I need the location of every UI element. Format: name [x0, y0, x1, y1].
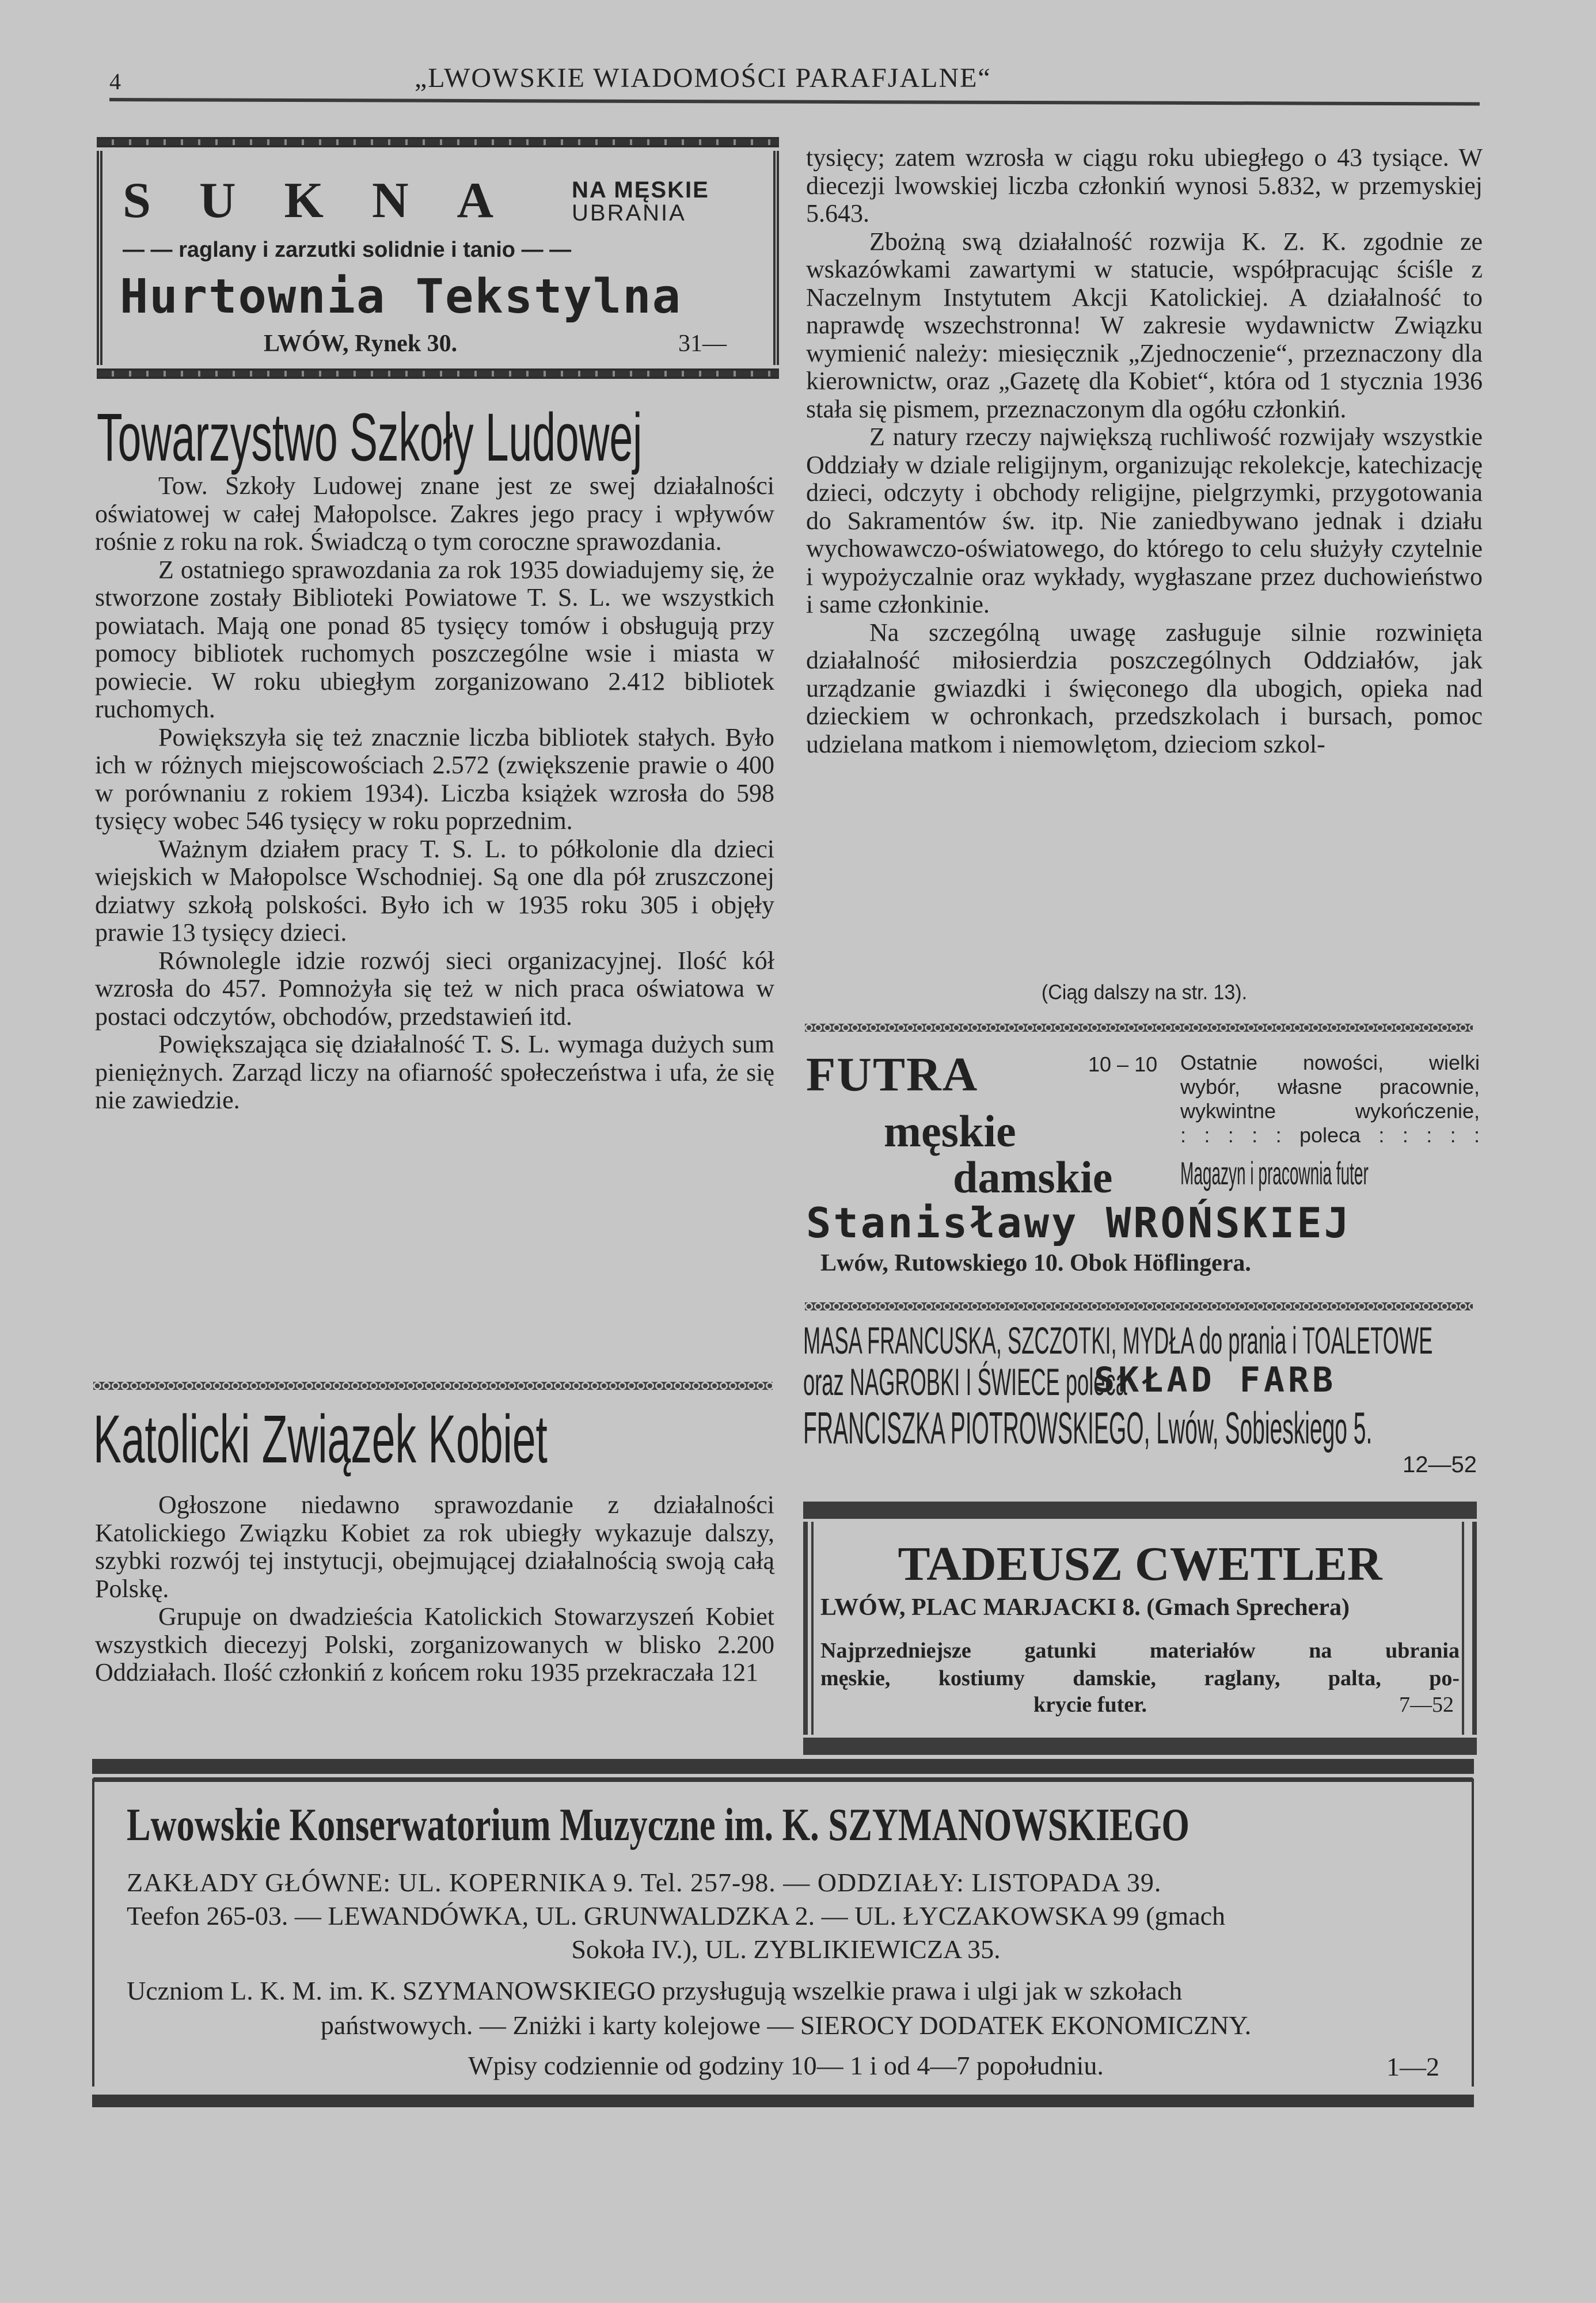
article-body-kzk: [95, 1491, 774, 1687]
ad-line: państwowych. — Zniżki i karty kolejowe — SIEROCY DODATEK EKONOMICZNY.: [320, 2011, 1252, 2040]
ad-code: 31—: [678, 330, 727, 357]
ad-code: 12—52: [1403, 1452, 1477, 1477]
ad-subhead: męskie: [884, 1106, 1016, 1156]
ad-firm-name: SKŁAD FARB: [1094, 1360, 1337, 1400]
ad-subhead: damskie: [953, 1152, 1113, 1202]
ad-konserwatorium: [92, 1759, 1474, 2107]
ad-code: 7—52: [1399, 1693, 1454, 1717]
article-title-kzk: Katolicki Związek Kobiet: [93, 1401, 548, 1477]
paragraph: Na szczególną uwagę zasługuje silnie rozwinięta działalność miłosierdzia poszczególnych Oddziałów, jak urządzanie gwiazdki i święconego dla ubogich, opieka nad dzieckiem w ochronkach, przedszkolach i bursach, pomoc udzielana matkom i niemowlętom, dzieciom szkol-: [806, 618, 1483, 758]
running-head: „LWOWSKIE WIADOMOŚCI PARAFJALNE“: [415, 63, 991, 93]
paragraph: Równolegle idzie rozwój sieci organizacyjnej. Ilość kół wzrosła do 457. Pomnożyła się też w nich praca oświatowa w postaci odczytów, obchodów, przedstawień itd.: [95, 946, 774, 1031]
ad-description-line: męskie, kostiumy damskie, raglany, palta, po-: [820, 1666, 1460, 1690]
ad-border-bottom: [803, 1738, 1477, 1755]
ad-description-line: wybór, własne pracownie,: [1180, 1075, 1480, 1099]
paragraph: Powiększająca się działalność T. S. L. wymaga dużych sum pieniężnych. Zarząd liczy na ofiarność społeczeństwa i ufa, że się nie zawiedzie.: [95, 1030, 774, 1114]
ad-sukna: [97, 137, 779, 379]
paragraph: Tow. Szkoły Ludowej znane jest ze swej działalności oświatowej w całej Małopolsce. Zakres jego pracy i wpływów rośnie z roku na rok. Świadczą o tym coroczne sprawozdania.: [95, 472, 774, 556]
ad-shop-name: Magazyn i pracownia futer: [1180, 1155, 1369, 1191]
paragraph: Z natury rzeczy największą ruchliwość rozwijały wszystkie Oddziały w dziale religijnym, organizując rekolekcje, katechizację dzieci, odczyty i obchody religijne, pielgrzymki, przygotowania do Sakramentów św. itp. Nie zaniedbywano jednak i działu wychowawczo-oświatowego, do którego to celu służyły czytelnie i wypożyczalnie oraz wykłady, wygłaszane przez duchowieństwo i same członkinie.: [806, 423, 1483, 618]
ad-futra: [803, 1036, 1483, 1284]
ad-firm-name: Hurtownia Tekstylna: [120, 269, 682, 324]
paragraph: tysięcy; zatem wzrosła w ciągu roku ubiegłego o 43 tysiące. W diecezji lwowskiej liczba członkiń wynosi 5.832, w przemyskiej 5.643.: [806, 143, 1483, 227]
ad-description-line: wykwintne wykończenie,: [1180, 1099, 1480, 1123]
article-title-tsl: Towarzystwo Szkoły Ludowej: [97, 400, 643, 476]
ad-owner-name: Stanisławy WROŃSKIEJ: [806, 1199, 1351, 1247]
ad-cwetler: [803, 1502, 1477, 1755]
page-number: 4: [109, 69, 121, 94]
paragraph: Zbożną swą działalność rozwija K. Z. K. zgodnie ze wskazówkami zawartymi w statucie, współpracując ściśle z Naczelnym Instytutem Akcji Katolickiej. A działalność to naprawdę wszechstronna! W zakresie wydawnictw Związku wymienić należy: miesięcznik „Zjednoczenie“, przeznaczony dla kierownictw, oraz „Gazetę dla Kobiet“, która od 1 stycznia 1936 stała się pismem, przeznaczonym dla ogółu członkiń.: [806, 227, 1483, 423]
ad-border-top: [803, 1502, 1477, 1519]
ad-code: 10 – 10: [1088, 1052, 1158, 1076]
ad-line: Wpisy codziennie od godziny 10— 1 i od 4—7 popołudniu.: [468, 2051, 1104, 2080]
ad-headline: FUTRA: [806, 1048, 979, 1101]
ad-description-line: krycie futer.: [1033, 1693, 1147, 1717]
ad-description-line: Najprzedniejsze gatunki materiałów na ubrania: [820, 1639, 1460, 1663]
paragraph: Z ostatniego sprawozdania za rok 1935 dowiadujemy się, że stworzone zostały Biblioteki Powiatowe T. S. L. we wszystkich powiatach. Mają one ponad 85 tysięcy tomów i obsługują przy pomocy bibliotek ruchomych poszczególne wsie i miasta w powiecie. W roku ubiegłym zorganizowano 2.412 bibliotek ruchomych.: [95, 555, 774, 723]
ad-border-top: [97, 137, 779, 147]
article-body-right: [806, 144, 1483, 758]
ad-headline: TADEUSZ CWETLER: [898, 1537, 1382, 1591]
ad-headline: SUKNA: [123, 173, 542, 229]
ad-address: Lwów, Rutowskiego 10. Obok Höflingera.: [820, 1250, 1251, 1276]
ad-description-line: Ostatnie nowości, wielki: [1180, 1051, 1480, 1074]
ad-border-right: [773, 151, 779, 365]
ornament-divider: [93, 1382, 773, 1390]
ad-description-line: : : : : : poleca : : : : :: [1180, 1123, 1480, 1147]
article-body-left: [95, 472, 774, 1115]
ad-line: ZAKŁADY GŁÓWNE: UL. KOPERNIKA 9. Tel. 257-98. — ODDZIAŁY: LISTOPADA 39.: [127, 1868, 1162, 1897]
paragraph: Powiększyła się też znacznie liczba bibliotek stałych. Było ich w różnych miejscowościach 2.572 (zwiększenie prawie o 400 w porównaniu z rokiem 1934). Liczba książek wzrosła do 598 tysięcy wobec 546 tysięcy w roku poprzednim.: [95, 723, 774, 835]
ad-code: 1—2: [1386, 2052, 1439, 2081]
ad-subhead: NA MĘSKIE: [572, 177, 709, 203]
ad-description: [1180, 1051, 1480, 1147]
ad-line: FRANCISZKA PIOTROWSKIEGO, Lwów, Sobieskiego 5.: [803, 1403, 1373, 1453]
ad-sklad-farb: [803, 1313, 1483, 1485]
paragraph: Grupuje on dwadzieścia Katolickich Stowarzyszeń Kobiet wszystkich diecezyj Polski, zorganizowanych w blisko 2.200 Oddziałach. Ilość członkiń z końcem roku 1935 przekraczała 121: [95, 1602, 774, 1686]
ad-border-top: [92, 1759, 1474, 1777]
paragraph: Ważnym działem pracy T. S. L. to półkolonie dla dzieci wiejskich w Małopolsce Wschodniej. Są one dla pół zruszczonej dziatwy szkołą polskości. Było ich w 1935 roku 305 i objęły prawie 13 tysięcy dzieci.: [95, 834, 774, 947]
ad-headline: Lwowskie Konserwatorium Muzyczne im. K. SZYMANOWSKIEGO: [127, 1800, 1190, 1850]
ad-border-bottom: [92, 2095, 1474, 2107]
ad-address: LWÓW, PLAC MARJACKI 8. (Gmach Sprechera): [820, 1594, 1350, 1621]
ad-line: oraz NAGROBKI I ŚWIECE poleca: [803, 1360, 1127, 1403]
ad-line: Uczniom L. K. M. im. K. SZYMANOWSKIEGO przysługują wszelkie prawa i ulgi jak w szkołach: [127, 1976, 1183, 2005]
ad-line: Sokoła IV.), UL. ZYBLIKIEWICZA 35.: [571, 1935, 1001, 1964]
ad-line: Teefon 265-03. — LEWANDÓWKA, UL. GRUNWALDZKA 2. — UL. ŁYCZAKOWSKA 99 (gmach: [127, 1901, 1226, 1930]
ad-tagline: — — raglany i zarzutki solidnie i tanio — —: [123, 238, 572, 262]
ornament-divider: [805, 1024, 1473, 1032]
header-rule: [109, 98, 1480, 105]
ornament-divider: [805, 1302, 1473, 1310]
continued-note: (Ciąg dalszy na str. 13).: [1041, 981, 1248, 1004]
paragraph: Ogłoszone niedawno sprawozdanie z działalności Katolickiego Związku Kobiet za rok ubiegły wykazuje dalszy, szybki rozwój tej instytucji, obejmującej działalnością swoją całą Polskę.: [95, 1491, 774, 1603]
ad-border-bottom: [97, 368, 779, 379]
ad-border-left: [97, 151, 102, 365]
ad-address: LWÓW, Rynek 30.: [264, 330, 458, 357]
ad-line: MASA FRANCUSKA, SZCZOTKI, MYDŁA do prania i TOALETOWE: [803, 1319, 1433, 1362]
ad-subhead: UBRANIA: [572, 200, 686, 226]
ad-description: [820, 1637, 1460, 1692]
